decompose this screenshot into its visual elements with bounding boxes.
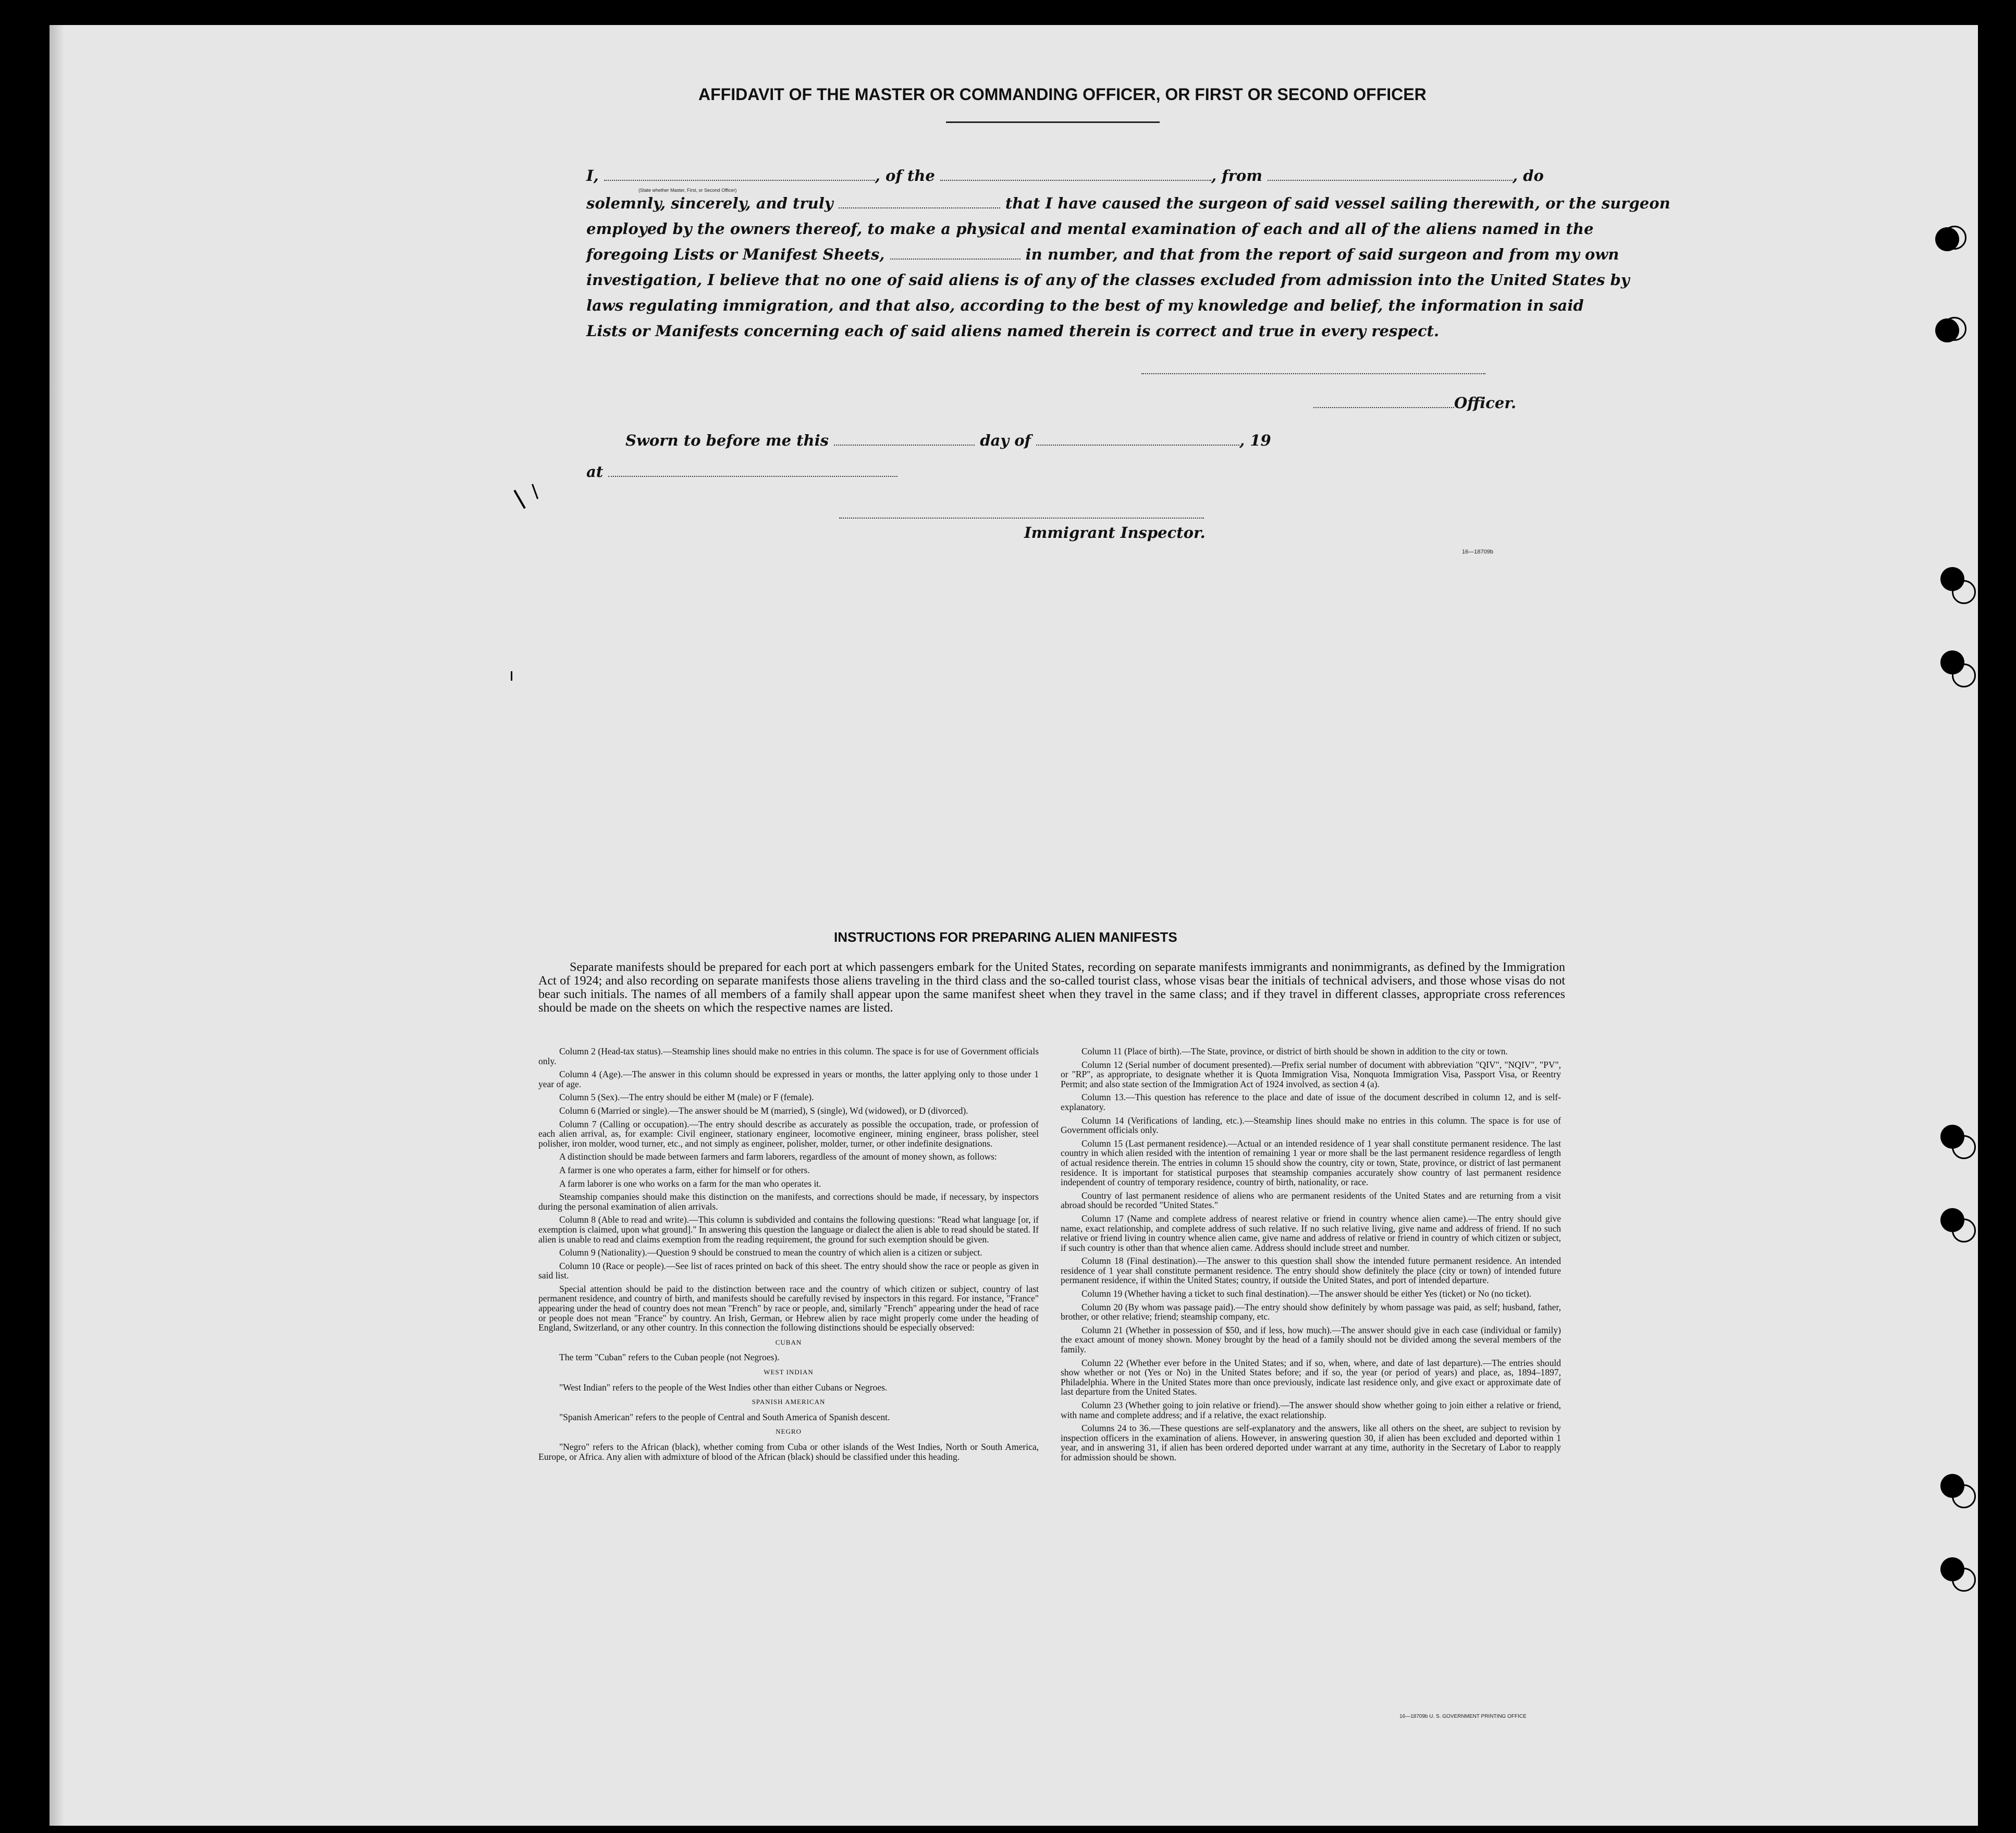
affidavit-line-5: investigation, I believe that no one of said aliens is of any of the classes excluded from admission into the United States by (586, 271, 1630, 289)
punch-hole (1940, 1208, 1964, 1232)
text-from: , from (1211, 167, 1262, 184)
text-surgeon: that I have caused the surgeon of said vessel sailing therewith, or the surgeon (1005, 194, 1670, 212)
col7-text: Column 7 (Calling or occupation).—The entry should describe as accurately as possible the occupation, trade, or profession of each alien arrival, as, for example: Civil engineer, stationary engineer, locomotive engineer, mining engineer, brass polisher, steel polisher, iron molder, wood turner, etc., and not simply as engineer, polisher, molder, turner, or other indefinite designations. (538, 1118, 1039, 1149)
punch-hole (1940, 650, 1964, 674)
col18-text: Column 18 (Final destination).—The answer to this question shall show the intended future permanent residence. An intended residence of 1 year shall constitute permanent residence. The entry should show definitely the place (city or town) of intended future permanent residence, if within the United States; country, if outside the United States, and port of intended departure. (1061, 1256, 1561, 1286)
spanish-american-text: "Spanish American" refers to the people of Central and South America of Spanish descent. (559, 1411, 890, 1422)
col5-text: Column 5 (Sex).—The entry should be either M (male) or F (female). (559, 1092, 814, 1103)
officer-signature-blank[interactable] (1313, 395, 1454, 408)
text-of-the: , of the (875, 167, 935, 184)
race-distinction-text: Special attention should be paid to the distinction between race and the country of which citizen or subject, country of last permanent residence, and country of birth, and manifests should be carefully revised by inspectors in this regard. For instance, "France" appearing under the head of country does not mean "French" by race or people, and, similarly "French" appearing under the head of race or people does not mean "France" by country. An Irish, German, or Hebrew alien by race might properly come under the heading of England, Switzerland, or any other country. In this connection the following distinctions should be especially observed: (538, 1283, 1039, 1333)
vessel-name-blank[interactable] (940, 167, 1211, 181)
text-in-number: in number, and that from the report of said surgeon and from my own (1025, 245, 1619, 263)
officer-signature (1313, 394, 1516, 412)
col19-text: Column 19 (Whether having a ticket to such final destination).—The answer should be either Yes (ticket) or No (no ticket). (1081, 1288, 1532, 1299)
col2-text: Column 2 (Head-tax status).—Steamship lines should make no entries in this column. The space is for use of Government officials only. (538, 1046, 1039, 1066)
sheet (50, 25, 1978, 1826)
place-blank[interactable] (608, 463, 898, 477)
affidavit-line-1 (586, 167, 1544, 184)
punch-hole (1935, 227, 1959, 251)
col12-text: Column 12 (Serial number of document presented).—Prefix serial number of document with abbreviation "QIV", "NQIV", "PV", or "RP", as appropriate, to designate whether it is Quota Immigration Visa, Nonquota Immigration Visa, Passport Visa, or Reentry Permit; and also state section of the Immigration Act of 1924 involved, as section 4 (a). (1061, 1059, 1561, 1089)
inspector-signature-line[interactable] (839, 518, 1204, 519)
text-19: , 19 (1239, 432, 1271, 449)
cuban-text: The term "Cuban" refers to the Cuban people (not Negroes). (559, 1352, 780, 1363)
text-at: at (586, 463, 604, 481)
steamship-distinction-text: Steamship companies should make this distinction on the manifests, and corrections should be made, if necessary, by inspectors during the personal examination of alien arrivals. (538, 1191, 1039, 1212)
punch-hole (1935, 318, 1959, 342)
intro-paragraph: Separate manifests should be prepared for each port at which passengers embark for the United States, recording on separate manifests immigrants and nonimmigrants, as defined by the Immigration Act of 1924; and also recording on separate manifests those aliens traveling in the third class and the so-called tourist class, whose visas bear the initials of technical advisers, and those whose visas do not bear such initials. The names of all members of a family shall appear upon the same manifest sheet when they travel in the same class; and if they travel in different classes, appropriate cross references should be made on the sheets on which the respective names are listed. (538, 961, 1565, 1015)
affidavit-line-7: Lists or Manifests concerning each of said aliens named therein is correct and true in every respect. (586, 322, 1440, 340)
punch-hole (1940, 1557, 1964, 1581)
col17-text: Column 17 (Name and complete address of nearest relative or friend in country whence alien came).—The entry should give name, exact relationship, and complete address of such relative. If no such relative living, give name and address of friend. If no such relative or friend living in country whence alien came, give name and address of relative or friend in country of which citizen or subject, if such country is other than that whence alien came. Address should include street and number. (1061, 1213, 1561, 1253)
west-indian-text: "West Indian" refers to the people of the West Indies other than either Cubans or Negroes. (559, 1382, 888, 1393)
negro-text: "Negro" refers to the African (black), whether coming from Cuba or other islands of the West Indies, North or South America, Europe, or Africa. Any alien with admixture of blood of the African (black) should be classified under this heading. (538, 1442, 1039, 1462)
printing-office-footer: 16—18709b U. S. GOVERNMENT PRINTING OFFICE (1399, 1714, 1527, 1719)
residence-text: Country of last permanent residence of aliens who are permanent residents of the United States and are returning from a visit abroad should be recorded "United States." (1061, 1190, 1561, 1211)
stray-mark (511, 671, 512, 681)
cuban-heading: CUBAN (775, 1338, 802, 1346)
negro-heading: NEGRO (776, 1428, 802, 1436)
port-blank[interactable] (1268, 167, 1513, 181)
form-number: 16—18709b (1462, 549, 1493, 555)
state-note: (State whether Master, First, or Second Officer) (638, 188, 737, 193)
text-day-of: day of (980, 432, 1031, 449)
farmer-distinction-text: A distinction should be made between farmers and farm laborers, regardless of the amount of money shown, as follows: (559, 1151, 997, 1162)
spanish-american-heading: SPANISH AMERICAN (752, 1398, 826, 1406)
col13-text: Column 13.—This question has reference to the place and date of issue of the document described in column 12, and is self-explanatory. (1061, 1092, 1561, 1112)
col24-36-text: Columns 24 to 36.—These questions are self-explanatory and the answers, like all others on the sheet, are subject to revision by inspection officers in the examination of aliens. However, in answering question 30, if alien has been excluded and deported within 1 year, and in answering 31, if alien has been ordered deported under warrant at any time, authority in the Secretary of Labor to reapply for admission should be shown. (1061, 1423, 1561, 1462)
farmer-text: A farmer is one who operates a farm, either for himself or for others. (559, 1164, 810, 1175)
text-officer: Officer. (1454, 394, 1517, 412)
instructions-right-column (1061, 1047, 1561, 1466)
punch-hole (1940, 1474, 1964, 1498)
officer-title-blank[interactable] (604, 167, 875, 181)
col10-text: Column 10 (Race or people).—See list of races printed on back of this sheet. The entry should show the race or people as given in said list. (538, 1260, 1039, 1281)
col23-text: Column 23 (Whether going to join relative or friend).—The answer should show whether going to join either a relative or friend, with name and complete address; and if a relative, the exact relationship. (1061, 1400, 1561, 1420)
col11-text: Column 11 (Place of birth).—The State, province, or district of birth should be shown in addition to the city or town. (1081, 1046, 1508, 1056)
signature-line[interactable] (1141, 373, 1485, 374)
col20-text: Column 20 (By whom was passage paid).—The entry should show definitely by whom passage was paid, as self; husband, father, brother, or other relative; friend; steamship company, etc. (1061, 1301, 1561, 1322)
col15-text: Column 15 (Last permanent residence).—Actual or an intended residence of 1 year shall constitute permanent residence. The last country in which alien resided with the intention of remaining 1 year or more shall be the last permanent residence regardless of length of actual residence therein. The entries in column 15 should show the country, city or town, State, province, or district of last permanent residence. It is important for statistical purposes that steamship companies accurately show country of last permanent residence independent of country of temporary residence, country of birth, nationality, or race. (1061, 1138, 1561, 1188)
text-i: I, (586, 167, 599, 184)
affidavit-line-4 (586, 245, 1619, 263)
alien-count-blank[interactable] (890, 246, 1021, 260)
col14-text: Column 14 (Verifications of landing, etc.).—Steamship lines should make no entries in this column. The space is for use of Government officials only. (1061, 1115, 1561, 1136)
at-line (586, 463, 898, 481)
col22-text: Column 22 (Whether ever before in the United States; and if so, when, where, and date of last departure).—The entries should show whether or not (Yes or No) in the United States before; and if so, the year (or period of years) and place, as, 1894–1897, Philadelphia. Where in the United States more than once previously, indicate last residence only, and give exact or approximate date of last departure from the United States. (1061, 1357, 1561, 1397)
affidavit-title: AFFIDAVIT OF THE MASTER OR COMMANDING OFFICER, OR FIRST OR SECOND OFFICER (698, 85, 1427, 104)
title-rule (946, 121, 1160, 123)
instructions-intro (538, 961, 1565, 1015)
document-page (50, 25, 1978, 1826)
sworn-line (625, 432, 1271, 449)
col8-text: Column 8 (Able to read and write).—This column is subdivided and contains the following questions: "Read what language [or, if exemption is claimed, upon what ground]." In answering this question the language or dialect the alien is able to read should be stated. If alien is unable to read and claims exemption from the reading requirement, the ground for such exemption should be given. (538, 1214, 1039, 1245)
instructions-left-column (538, 1047, 1039, 1465)
col4-text: Column 4 (Age).—The answer in this column should be expressed in years or months, the latter applying only to those under 1 year of age. (538, 1069, 1039, 1089)
oath-blank[interactable] (839, 195, 1000, 208)
inspector-label: Immigrant Inspector. (1024, 524, 1206, 542)
west-indian-heading: WEST INDIAN (764, 1368, 814, 1376)
pen-mark (513, 490, 525, 509)
sworn-month-blank[interactable] (1036, 432, 1239, 446)
text-sworn: Sworn to before me this (625, 432, 829, 449)
pen-mark (532, 484, 538, 499)
affidavit-line-6: laws regulating immigration, and that also, according to the best of my knowledge and belief, the information in said (586, 297, 1584, 314)
affidavit-line-2 (586, 194, 1670, 212)
text-foregoing: foregoing Lists or Manifest Sheets, (586, 245, 885, 263)
text-solemnly: solemnly, sincerely, and truly (586, 194, 833, 212)
sworn-day-blank[interactable] (834, 432, 975, 446)
col6-text: Column 6 (Married or single).—The answer should be M (married), S (single), Wd (widowed), or D (divorced). (559, 1105, 968, 1116)
farm-laborer-text: A farm laborer is one who works on a farm for the man who operates it. (559, 1178, 821, 1189)
affidavit-line-3: employed by the owners thereof, to make a physical and mental examination of each and all of the aliens named in the (586, 220, 1594, 238)
instructions-title: INSTRUCTIONS FOR PREPARING ALIEN MANIFESTS (834, 929, 1177, 945)
col9-text: Column 9 (Nationality).—Question 9 should be construed to mean the country of which alien is a citizen or subject. (559, 1247, 982, 1258)
punch-hole (1940, 567, 1964, 591)
text-do: , do (1513, 167, 1544, 184)
col21-text: Column 21 (Whether in possession of $50, and if less, how much).—The answer should give in each case (individual or family) the exact amount of money shown. Money brought by the head of a family should not be divided among the several members of the family. (1061, 1324, 1561, 1355)
punch-hole (1940, 1125, 1964, 1149)
